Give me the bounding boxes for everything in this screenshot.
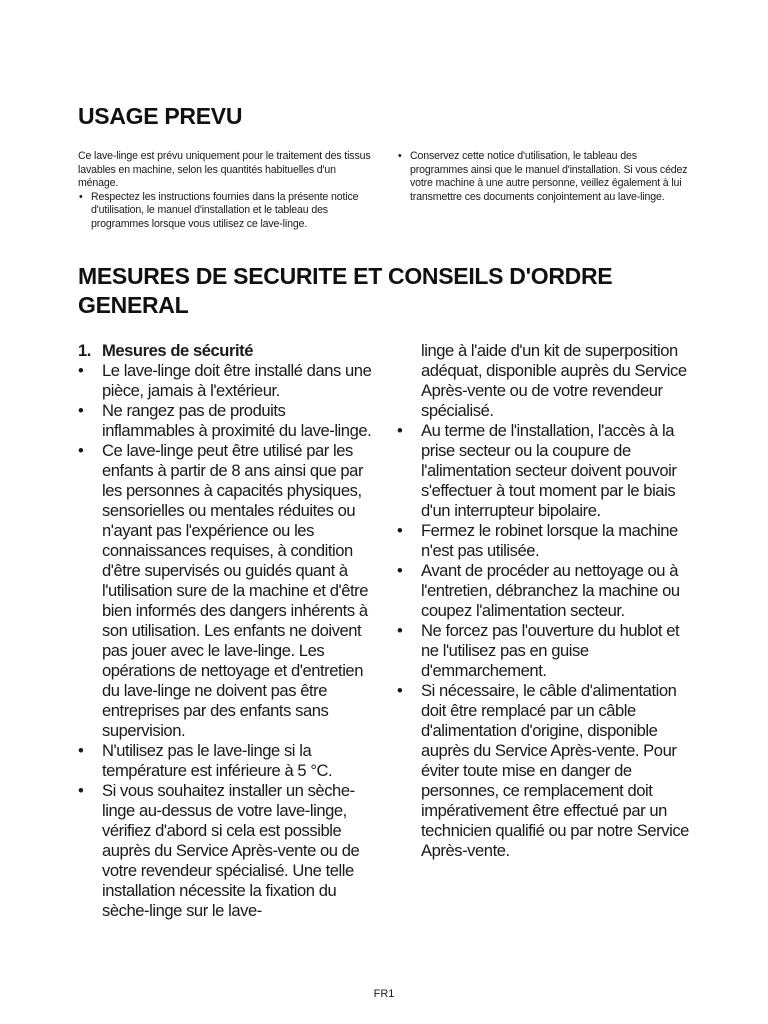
list-item xyxy=(397,521,697,561)
safety-bullet-text: Fermez le robinet lorsque la machine n'est pas utilisée. xyxy=(421,521,678,560)
usage-bullet-list xyxy=(78,191,374,232)
safety-column-right xyxy=(397,341,697,861)
bullet-icon: • xyxy=(78,401,84,420)
bullet-icon: • xyxy=(397,621,403,640)
usage-bullet-text: Respectez les instructions fournies dans la présente notice d'utilisation, le manuel d'installation et le tableau des programmes lorsque vous utilisez ce lave-linge. xyxy=(91,190,359,230)
section-title-safety: MESURES DE SECURITE ET CONSEILS D'ORDRE GENERAL xyxy=(78,263,613,318)
safety-bullet-text: Au terme de l'installation, l'accès à la prise secteur ou la coupure de l'alimentation secteur doivent pouvoir s'effectuer à tout moment par le biais d'un interrupteur bipolaire. xyxy=(421,421,677,520)
safety-bullet-text: Si nécessaire, le câble d'alimentation doit être remplacé par un câble d'alimentation d'origine, disponible auprès du Service Après-vente. Pour éviter toute mise en danger de personnes, ce remplacement doit impérativement être effectué par un technicien qualifié ou par notre Service Après-vente. xyxy=(421,681,689,860)
bullet-icon: • xyxy=(78,441,84,460)
bullet-icon: • xyxy=(78,781,84,800)
list-item xyxy=(397,150,689,204)
subsection-heading xyxy=(78,341,378,361)
bullet-icon: • xyxy=(397,421,403,440)
bullet-icon: • xyxy=(78,361,84,380)
bullet-icon: • xyxy=(78,741,84,760)
safety-bullet-text: Ne rangez pas de produits inflammables à proximité du lave-linge. xyxy=(102,401,372,440)
list-item xyxy=(78,401,378,441)
list-item xyxy=(397,621,697,681)
safety-bullet-text: Si vous souhaitez installer un sèche-linge au-dessus de votre lave-linge, vérifiez d'abord si cela est possible auprès du Service Après-vente ou de votre revendeur spécialisé. Une telle installation nécessite la fixation du sèche-linge sur le lave- xyxy=(102,781,360,920)
safety-bullet-list xyxy=(78,361,378,921)
usage-bullet-text: Conservez cette notice d'utilisation, le tableau des programmes ainsi que le manuel d'installation. Si vous cédez votre machine à une autre personne, veillez également à lui transmettre ces documents conjointement au lave-linge. xyxy=(410,150,688,203)
bullet-icon: • xyxy=(79,190,83,203)
list-item xyxy=(397,681,697,861)
page-number: FR1 xyxy=(373,988,395,1000)
safety-bullet-text: Ce lave-linge peut être utilisé par les enfants à partir de 8 ans ainsi que par les personnes à capacités physiques, sensorielles ou mentales réduites ou n'ayant pas l'expérience ou les connaissances requises, à condition d'être supervisés ou guidés quant à l'utilisation sure de la machine et d'être bien informés des dangers inhérents à son utilisation. Les enfants ne doivent pas jouer avec le lave-linge. Les opérations de nettoyage et d'entretien du lave-linge ne doivent pas être entreprises par des enfants sans supervision. xyxy=(102,441,368,740)
usage-bullet-list xyxy=(397,150,689,204)
usage-column-left xyxy=(78,150,374,232)
list-item xyxy=(78,361,378,401)
list-item xyxy=(397,421,697,521)
list-item xyxy=(78,781,378,921)
safety-bullet-text: Avant de procéder au nettoyage ou à l'entretien, débranchez la machine ou coupez l'alimentation secteur. xyxy=(421,561,680,620)
bullet-icon: • xyxy=(397,521,403,540)
usage-intro: Ce lave-linge est prévu uniquement pour le traitement des tissus lavables en machine, selon les quantités habituelles d'un ménage. xyxy=(78,150,371,190)
bullet-icon: • xyxy=(397,681,403,700)
subsection-number: 1. xyxy=(78,341,91,360)
safety-column-left xyxy=(78,341,378,921)
safety-bullet-text: N'utilisez pas le lave-linge si la température est inférieure à 5 °C. xyxy=(102,741,333,780)
list-item xyxy=(397,561,697,621)
safety-bullet-list xyxy=(397,421,697,861)
list-item xyxy=(78,191,374,232)
usage-column-right xyxy=(397,150,689,204)
bullet-icon: • xyxy=(398,150,402,162)
safety-bullet-text: Ne forcez pas l'ouverture du hublot et ne l'utilisez pas en guise d'emmarchement. xyxy=(421,621,680,680)
safety-bullet-text: Le lave-linge doit être installé dans une pièce, jamais à l'extérieur. xyxy=(102,361,372,400)
section-title-usage: USAGE PREVU xyxy=(78,103,243,129)
safety-continuation-text: linge à l'aide d'un kit de superposition adéquat, disponible auprès du Service Après-vente ou de votre revendeur spécialisé. xyxy=(421,341,687,420)
subsection-title: Mesures de sécurité xyxy=(102,341,254,360)
list-item xyxy=(78,741,378,781)
list-item xyxy=(78,441,378,741)
bullet-icon: • xyxy=(397,561,403,580)
